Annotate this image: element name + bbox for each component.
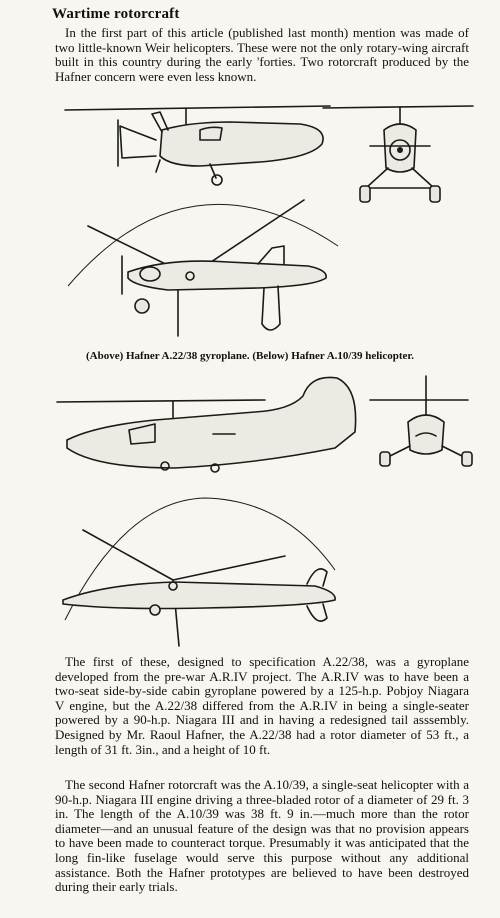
paragraph-one: The first of these, designed to specification A.22/38, was a gyroplane developed from the pre-war A.R.IV project. The A.R.IV was to have been a two-seat side-by-side cabin gyroplane powered by a 125-h.p. Pobjoy Niagara V engine, but the A.22/38 differed from the A.R.IV in being a single-seater powered by a 90-h.p. Niagara III and in having a redesigned tail asssembly. Designed by Mr. Raoul Hafner, the A.22/38 had a rotor diameter of 53 ft., a length of 31 ft. 3in., and a height of 10 ft. <box>55 654 469 757</box>
gyroplane-side-view <box>60 96 340 188</box>
helicopter-front-view <box>368 372 478 472</box>
figure-caption: (Above) Hafner A.22/38 gyroplane. (Below) Hafner A.10/39 helicopter. <box>85 350 415 362</box>
helicopter-side-view <box>55 372 365 482</box>
helicopter-top-view <box>55 490 365 650</box>
intro-paragraph: In the first part of this article (published last month) mention was made of two little-known Weir helicopters. These were not the only rotary-wing aircraft built in this country during the early 'forties. Two rotorcraft produced by the Hafner concern were even less known. <box>55 25 469 84</box>
gyroplane-top-view <box>58 186 358 346</box>
article-heading: Wartime rotorcraft <box>52 6 180 22</box>
paragraph-two: The second Hafner rotorcraft was the A.10/39, a single-seat helicopter with a 90-h.p. Niagara III engine driving a three-bladed rotor of a diameter of 29 ft. 3 in. The length of the A.10/39 was 38 ft. 9 in.—much more than the rotor diameter—and an unusual feature of the design was that no provision appears to have been made to counteract torque. Presumably it was anticipated that the long fin-like fuselage would serve this purpose without any additional assistance. Both the Hafner prototypes are believed to have been destroyed during their early trials. <box>55 777 469 895</box>
